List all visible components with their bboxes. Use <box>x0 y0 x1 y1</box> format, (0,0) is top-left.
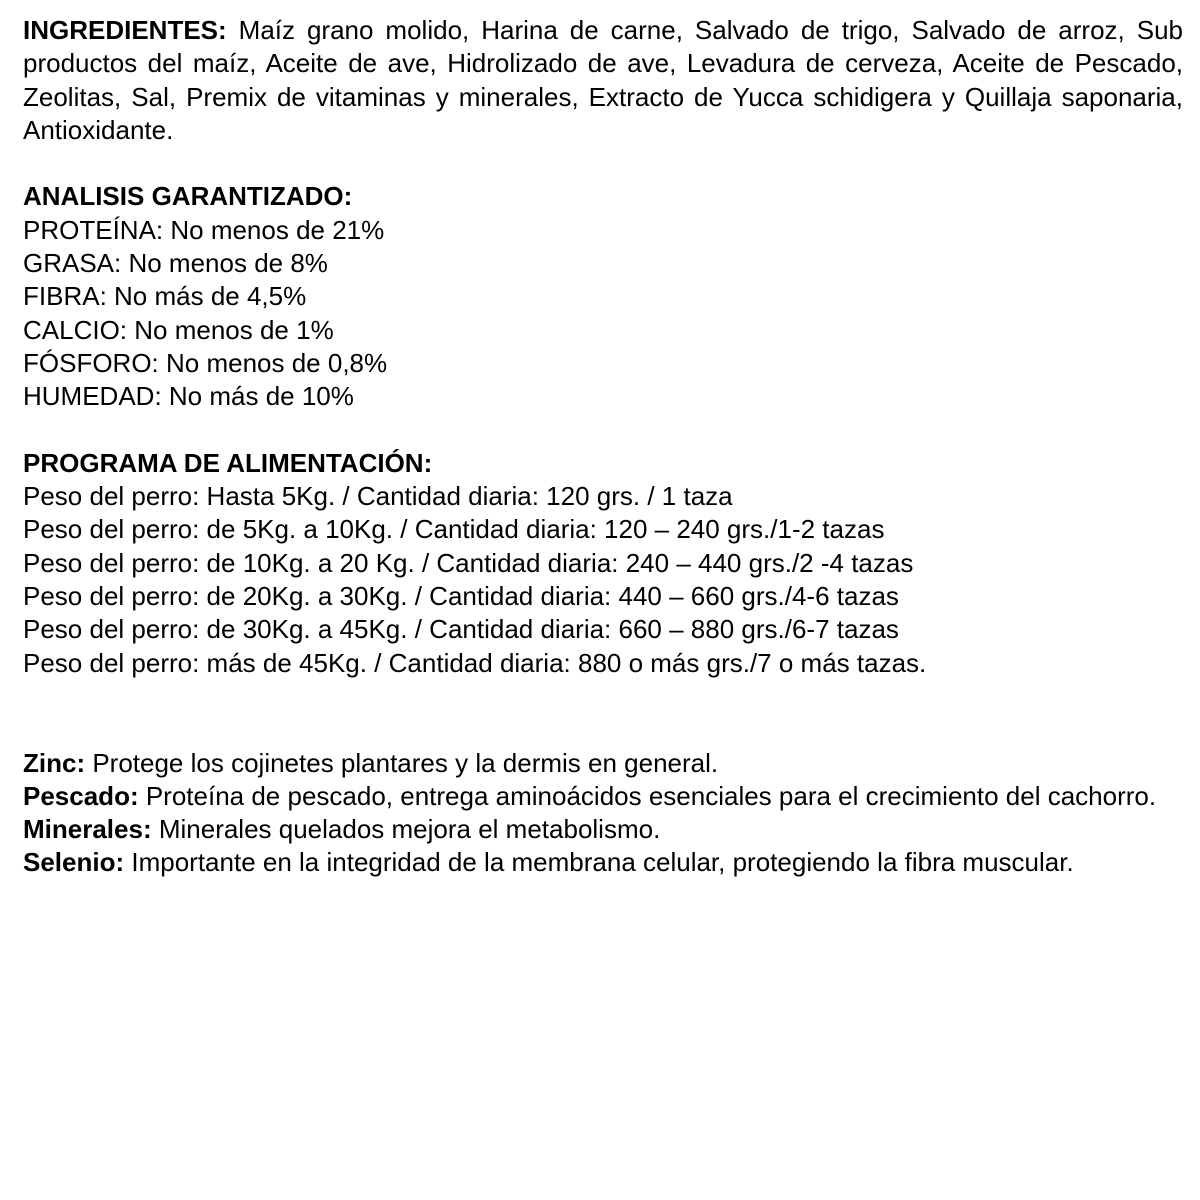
ingredients-paragraph <box>23 14 1183 147</box>
benefit-text: Importante en la integridad de la membrana celular, protegiendo la fibra muscular. <box>124 847 1074 878</box>
analysis-line-protein: PROTEÍNA: No menos de 21% <box>23 214 385 245</box>
spacer <box>23 414 1183 447</box>
analysis-line-fat: GRASA: No menos de 8% <box>23 248 328 279</box>
benefit-selenium <box>23 846 1183 879</box>
ingredients-text: Maíz grano molido, Harina de carne, Salvado de trigo, Salvado de arroz, Sub productos del maíz, Aceite de ave, Hidrolizado de ave, Levadura de cerveza, Aceite de Pescado, Zeolitas, Sal, Premix de vitaminas y minerales, Extracto de Yucca schidigera y Quillaja saponaria, Antioxidante. <box>23 15 1183 145</box>
analysis-heading: ANALISIS GARANTIZADO: <box>23 181 353 212</box>
benefit-zinc <box>23 747 1183 780</box>
benefit-text: Protege los cojinetes plantares y la dermis en general. <box>85 747 719 778</box>
feeding-line: Peso del perro: más de 45Kg. / Cantidad diaria: 880 o más grs./7 o más tazas. <box>23 647 927 678</box>
feeding-line: Peso del perro: de 10Kg. a 20 Kg. / Cantidad diaria: 240 – 440 grs./2 -4 tazas <box>23 547 914 578</box>
feeding-line: Peso del perro: de 30Kg. a 45Kg. / Cantidad diaria: 660 – 880 grs./6-7 tazas <box>23 614 899 645</box>
benefit-fish <box>23 780 1183 813</box>
benefit-label: Pescado: <box>23 780 139 811</box>
benefit-label: Zinc: <box>23 747 86 778</box>
ingredients-label: INGREDIENTES: <box>23 15 227 45</box>
feeding-line: Peso del perro: Hasta 5Kg. / Cantidad diaria: 120 grs. / 1 taza <box>23 481 733 512</box>
feeding-heading: PROGRAMA DE ALIMENTACIÓN: <box>23 447 433 478</box>
feeding-line: Peso del perro: de 20Kg. a 30Kg. / Cantidad diaria: 440 – 660 grs./4-6 tazas <box>23 581 899 612</box>
benefit-text: Proteína de pescado, entrega aminoácidos esenciales para el crecimiento del cachorro. <box>138 780 1157 811</box>
analysis-section <box>23 180 1183 413</box>
benefit-label: Selenio: <box>23 847 125 878</box>
benefit-label: Minerales: <box>23 814 152 845</box>
benefits-section <box>23 747 1183 880</box>
feeding-section <box>23 447 1183 680</box>
benefit-text: Minerales quelados mejora el metabolismo. <box>151 814 661 845</box>
product-label-document <box>23 14 1183 880</box>
benefit-minerals <box>23 813 1183 846</box>
analysis-line-moisture: HUMEDAD: No más de 10% <box>23 381 354 412</box>
analysis-line-calcium: CALCIO: No menos de 1% <box>23 314 334 345</box>
spacer <box>23 147 1183 180</box>
feeding-line: Peso del perro: de 5Kg. a 10Kg. / Cantidad diaria: 120 – 240 grs./1-2 tazas <box>23 514 885 545</box>
analysis-line-fiber: FIBRA: No más de 4,5% <box>23 281 307 312</box>
analysis-line-phosphorus: FÓSFORO: No menos de 0,8% <box>23 347 388 378</box>
spacer <box>23 680 1183 747</box>
